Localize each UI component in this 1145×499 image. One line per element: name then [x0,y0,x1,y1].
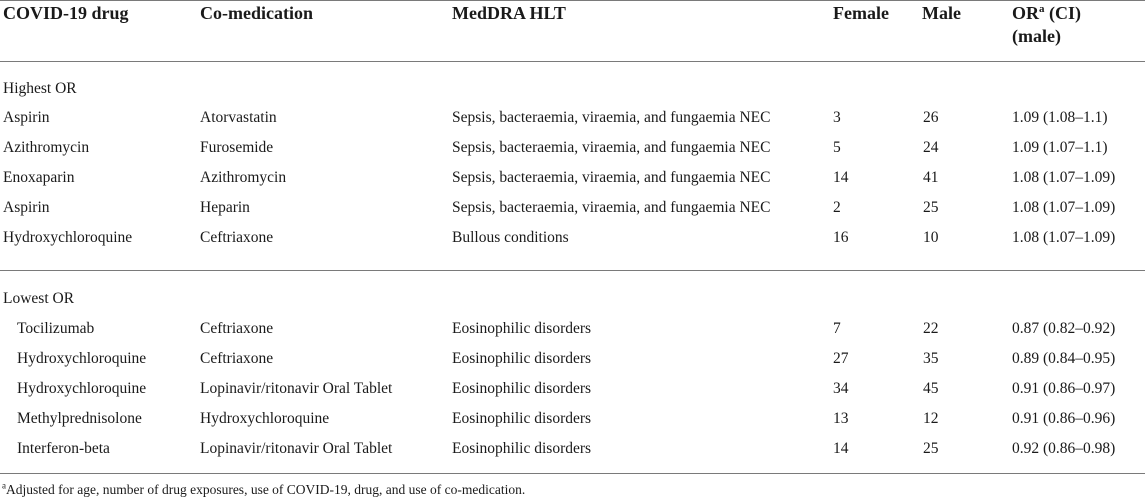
cell-drug: Interferon-beta [17,440,110,457]
cell-female: 2 [833,199,841,216]
cell-or: 0.91 (0.86–0.96) [1012,410,1116,427]
cell-hlt: Bullous conditions [452,229,569,246]
cell-drug: Hydroxychloroquine [3,229,133,246]
cell-female: 7 [833,320,841,337]
header-covid-drug: COVID-19 drug [3,3,129,23]
cell-comedication: Ceftriaxone [200,350,274,367]
cell-hlt: Sepsis, bacteraemia, viraemia, and fungaemia NEC [452,199,771,216]
cell-female: 5 [833,139,841,156]
cell-hlt: Eosinophilic disorders [452,320,592,337]
cell-female: 27 [833,350,849,367]
cell-or: 1.08 (1.07–1.09) [1012,199,1116,216]
cell-male: 45 [923,380,939,397]
cell-male: 25 [923,440,939,457]
cell-comedication: Heparin [200,199,250,216]
cell-hlt: Eosinophilic disorders [452,440,592,457]
header-rule [0,61,1145,62]
cell-female: 13 [833,410,849,427]
header-or-ci: (CI) [1044,3,1081,23]
cell-drug: Aspirin [3,199,50,216]
header-or-line2: (male) [1012,26,1061,46]
header-meddra-hlt: MedDRA HLT [452,3,566,23]
cell-comedication: Ceftriaxone [200,320,274,337]
cell-or: 1.09 (1.08–1.1) [1012,109,1108,126]
cell-female: 14 [833,169,849,186]
group-label-lowest: Lowest OR [3,290,75,307]
table-bottom-rule [0,473,1145,474]
table-top-rule [0,0,1145,1]
cell-or: 0.92 (0.86–0.98) [1012,440,1116,457]
cell-male: 24 [923,139,939,156]
cell-or: 0.91 (0.86–0.97) [1012,380,1116,397]
cell-hlt: Sepsis, bacteraemia, viraemia, and fungaemia NEC [452,109,771,126]
cell-hlt: Sepsis, bacteraemia, viraemia, and fungaemia NEC [452,169,771,186]
cell-or: 0.87 (0.82–0.92) [1012,320,1116,337]
cell-female: 16 [833,229,849,246]
cell-male: 12 [923,410,939,427]
cell-male: 25 [923,199,939,216]
cell-or: 0.89 (0.84–0.95) [1012,350,1116,367]
footnote-text: Adjusted for age, number of drug exposures, use of COVID-19, drug, and use of co-medication. [6,482,526,497]
group-divider-rule [0,270,1145,271]
cell-female: 3 [833,109,841,126]
cell-hlt: Eosinophilic disorders [452,350,592,367]
header-male: Male [922,3,961,23]
footnote-marker: a [2,480,6,491]
cell-hlt: Eosinophilic disorders [452,380,592,397]
cell-or: 1.08 (1.07–1.09) [1012,229,1116,246]
cell-drug: Azithromycin [3,139,90,156]
table-footnote [2,482,525,498]
cell-drug: Enoxaparin [3,169,75,186]
cell-comedication: Atorvastatin [200,109,277,126]
cell-drug: Aspirin [3,109,50,126]
cell-comedication: Azithromycin [200,169,287,186]
cell-or: 1.08 (1.07–1.09) [1012,169,1116,186]
cell-hlt: Eosinophilic disorders [452,410,592,427]
cell-male: 41 [923,169,939,186]
cell-or: 1.09 (1.07–1.1) [1012,139,1108,156]
cell-comedication: Ceftriaxone [200,229,274,246]
cell-hlt: Sepsis, bacteraemia, viraemia, and fungaemia NEC [452,139,771,156]
header-or-footnote-marker: a [1039,3,1045,15]
header-female: Female [833,3,889,23]
cell-female: 14 [833,440,849,457]
cell-drug: Methylprednisolone [17,410,142,427]
header-comedication: Co-medication [200,3,313,23]
cell-comedication: Lopinavir/ritonavir Oral Tablet [200,440,393,457]
cell-drug: Tocilizumab [17,320,95,337]
cell-male: 22 [923,320,939,337]
cell-comedication: Hydroxychloroquine [200,410,330,427]
cell-drug: Hydroxychloroquine [17,350,147,367]
cell-male: 35 [923,350,939,367]
header-or-main: OR [1012,3,1039,23]
cell-drug: Hydroxychloroquine [17,380,147,397]
cell-male: 26 [923,109,939,126]
group-label-highest: Highest OR [3,80,77,97]
cell-male: 10 [923,229,939,246]
cell-comedication: Lopinavir/ritonavir Oral Tablet [200,380,393,397]
cell-comedication: Furosemide [200,139,274,156]
cell-female: 34 [833,380,849,397]
header-or [1012,2,1081,24]
